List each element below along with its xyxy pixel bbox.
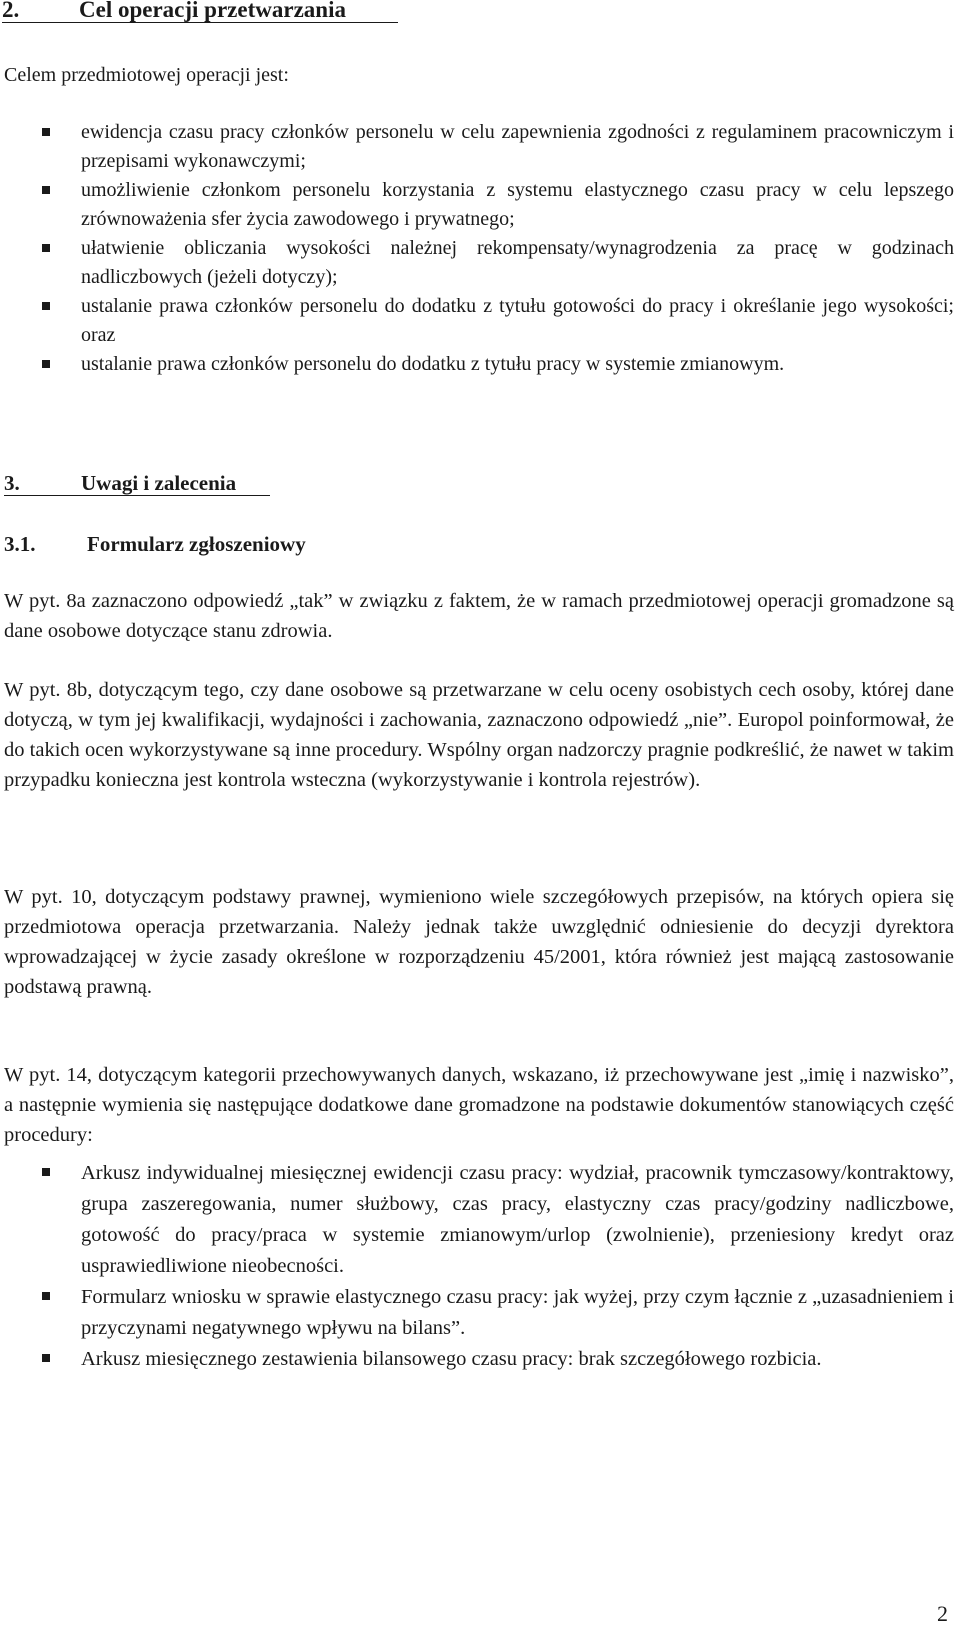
paragraph-q10: W pyt. 10, dotyczącym podstawy prawnej, wymieniono wiele szczegółowych przepisów, na których opiera się przedmiotowa operacja przetwarzania. Należy jednak także uwzględnić odniesienie do decyzji dyrektora wprowadzającej w życie zasady określone w rozporządzeniu 45/2001, która również jest mającą zastosowanie podstawą prawną. <box>4 886 954 998</box>
list-item <box>4 1282 954 1344</box>
list-item-text: ewidencja czasu pracy członków personelu w celu zapewnienia zgodności z regulaminem pracowniczym i przepisami wykonawczymi; <box>81 121 954 172</box>
list-item-text: ułatwienie obliczania wysokości należnej rekompensaty/wynagrodzenia za pracę w godzinach nadliczbowych (jeżeli dotyczy); <box>81 237 954 288</box>
bullet-square-icon <box>42 186 50 194</box>
list-item-text: umożliwienie członkom personelu korzystania z systemu elastycznego czasu pracy w celu lepszego zrównoważenia sfer życia zawodowego i prywatnego; <box>81 179 954 230</box>
section-3-heading <box>4 469 270 496</box>
bullet-square-icon <box>42 1168 50 1176</box>
section-2-title: Cel operacji przetwarzania <box>79 0 346 22</box>
list-item <box>4 292 954 350</box>
purpose-list <box>4 118 954 379</box>
list-item <box>4 118 954 176</box>
bullet-square-icon <box>42 128 50 136</box>
bullet-square-icon <box>42 1292 50 1300</box>
bullet-square-icon <box>42 302 50 310</box>
section-3-1-number: 3.1. <box>4 532 36 556</box>
section-2-number: 2. <box>2 0 20 22</box>
section-3-1-title: Formularz zgłoszeniowy <box>87 532 306 556</box>
section-3-number: 3. <box>4 471 20 495</box>
section-2-intro: Celem przedmiotowej operacji jest: <box>4 64 289 86</box>
list-item-text: ustalanie prawa członków personelu do dodatku z tytułu gotowości do pracy i określanie jego wysokości; oraz <box>81 295 954 346</box>
bullet-square-icon <box>42 1354 50 1362</box>
paragraph-q8a: W pyt. 8a zaznaczono odpowiedź „tak” w związku z faktem, że w ramach przedmiotowej operacji gromadzone są dane osobowe dotyczące stanu zdrowia. <box>4 590 954 642</box>
list-item <box>4 1344 954 1375</box>
list-item-text: ustalanie prawa członków personelu do dodatku z tytułu pracy w systemie zmianowym. <box>81 353 785 375</box>
bullet-square-icon <box>42 360 50 368</box>
page-number: 2 <box>937 1601 948 1626</box>
paragraph-q8b: W pyt. 8b, dotyczącym tego, czy dane osobowe są przetwarzane w celu oceny osobistych cech osoby, której dane dotyczą, w tym jej kwalifikacji, wydajności i zachowania, zaznaczono odpowiedź „nie”. Europol poinformował, że do takich ocen wykorzystywane są inne procedury. Wspólny organ nadzorczy pragnie podkreślić, że nawet w takim przypadku konieczna jest kontrola wsteczna (wykorzystywanie i kontrola rejestrów). <box>4 679 954 791</box>
list-item-text: Arkusz indywidualnej miesięcznej ewidencji czasu pracy: wydział, pracownik tymczasowy/kontraktowy, grupa zaszeregowania, numer służbowy, czas pracy, elastyczny czas pracy/godziny nadliczbowe, gotowość do pracy/praca w systemie zmianowym/urlop (zwolnienie), przeniesiony kredyt oraz usprawiedliwione nieobecności. <box>81 1162 954 1277</box>
list-item <box>4 234 954 292</box>
stored-data-list <box>4 1158 954 1375</box>
list-item <box>4 350 954 379</box>
list-item-text: Formularz wniosku w sprawie elastycznego czasu pracy: jak wyżej, przy czym łącznie z „uzasadnieniem i przyczynami negatywnego wpływu na bilans”. <box>81 1286 954 1339</box>
list-item <box>4 176 954 234</box>
section-2-heading <box>2 0 398 23</box>
list-item <box>4 1158 954 1282</box>
section-3-title: Uwagi i zalecenia <box>81 471 237 495</box>
list-item-text: Arkusz miesięcznego zestawienia bilansowego czasu pracy: brak szczegółowego rozbicia. <box>81 1348 822 1370</box>
section-3-1-heading <box>4 530 306 558</box>
paragraph-q14: W pyt. 14, dotyczącym kategorii przechowywanych danych, wskazano, iż przechowywane jest „imię i nazwisko”, a następnie wymienia się następujące dodatkowe dane gromadzone na podstawie dokumentów stanowiących część procedury: <box>4 1064 954 1146</box>
bullet-square-icon <box>42 244 50 252</box>
